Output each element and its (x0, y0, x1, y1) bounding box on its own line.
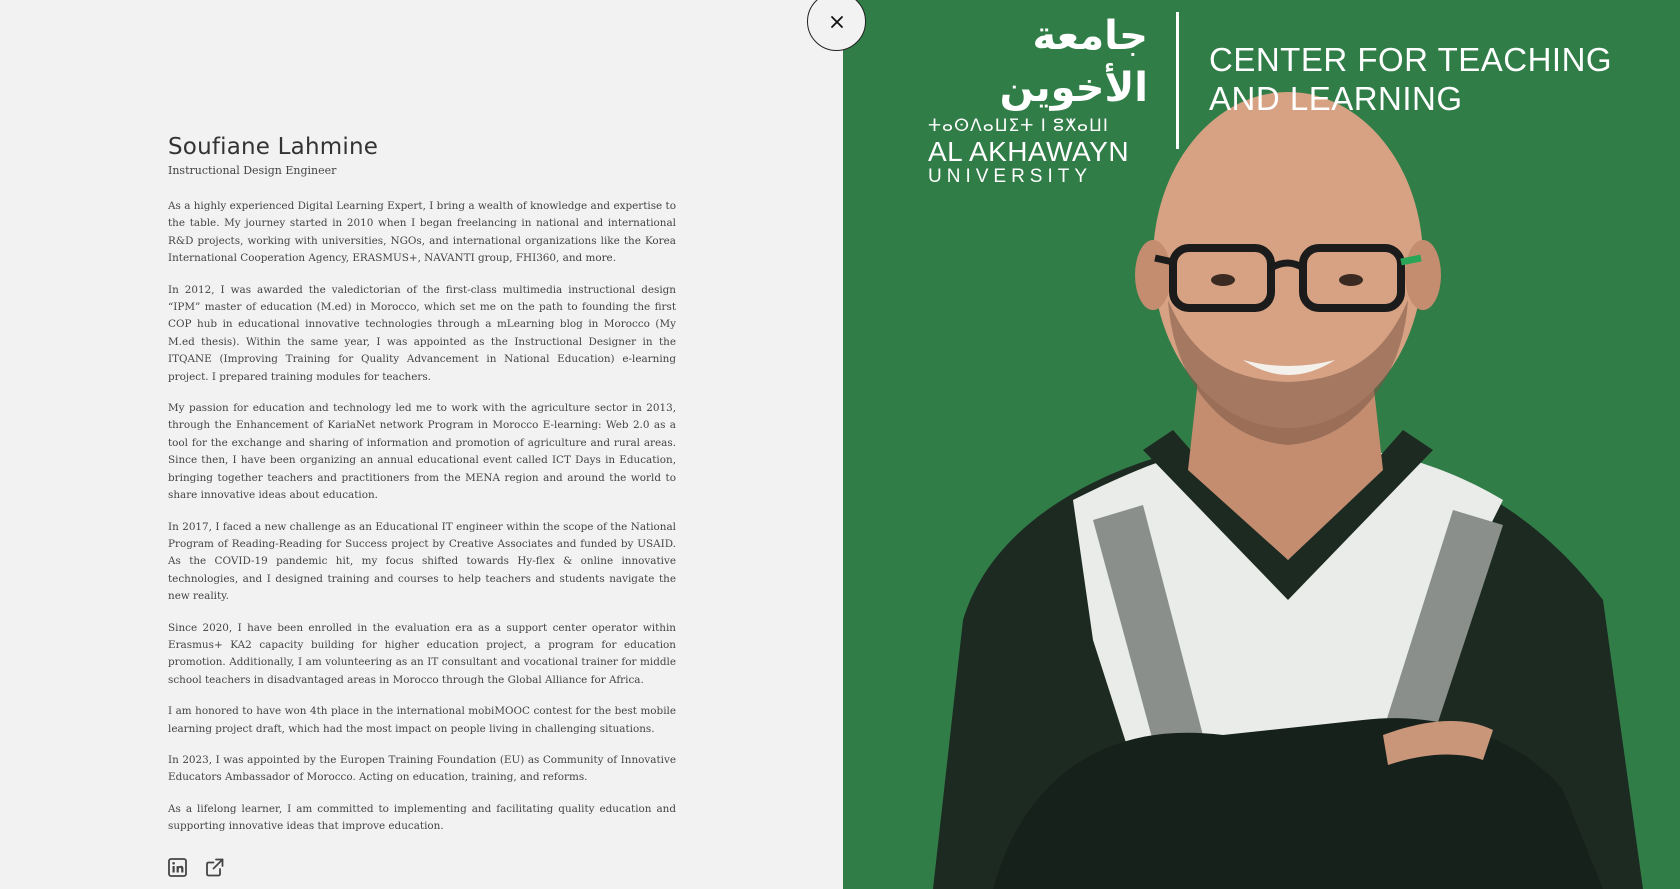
university-logo (928, 10, 1148, 188)
logo-university-name: AL AKHAWAYN (928, 136, 1130, 167)
logo-tifinagh-text: ⵜⴰⵙⴷⴰⵡⵉⵜ ⵏ ⵓⵅⴰⵡⵏ (928, 116, 1109, 136)
bio-paragraph: As a highly experienced Digital Learning Expert, I bring a wealth of knowledge and expertise to the table. My journey started in 2010 when I began freelancing in national and international R&D projects, working with universities, NGOs, and international organizations like the Korea International Cooperation Agency, ERASMUS+, NAVANTI group, FHI360, and more. (168, 200, 676, 265)
external-link-icon[interactable] (205, 858, 224, 877)
logo-divider (1176, 12, 1179, 149)
bio-paragraph: As a lifelong learner, I am committed to implementing and facilitating quality education and supporting innovative ideas that improve education. (168, 802, 676, 833)
bio-paragraph: In 2012, I was awarded the valedictorian of the first-class multimedia instructional design “IPM” master of education (M.ed) in Morocco, which set me on the path to founding the first COP hub in educational innovative technologies through a mLearning blog in Morocco (My M.ed thesis). Within the same year, I was appointed as the Instructional Designer in the ITQANE (Improving Training for Quality Advancement in National Education) e-learning project. I prepared training modules for teachers. (168, 283, 676, 383)
bio-paragraph: My passion for education and technology led me to work with the agriculture sector in 2013, through the Enhancement of KariaNet network Program in Morocco E-learning: Web 2.0 as a tool for the exchange and sharing of information and promotion of agriculture and rural areas. Since then, I have been organizing an annual educational event called ICT Days in Education, bringing together teachers and practitioners from the MENA region and around the world to share innovative ideas about education. (168, 402, 676, 502)
profile-content (168, 134, 676, 850)
close-icon (830, 15, 844, 29)
logo-university-sub: UNIVERSITY (928, 166, 1093, 187)
social-links (168, 858, 224, 877)
profile-bio (168, 198, 676, 836)
center-title (1209, 40, 1612, 118)
bio-paragraph: Since 2020, I have been enrolled in the evaluation era as a support center operator within Erasmus+ KA2 capacity building for higher education project, a program for education promotion. Additionally, I am volunteering as an IT consultant and vocational trainer for middle school teachers in disadvantaged areas in Morocco through the Global Alliance for Africa. (168, 621, 676, 686)
center-title-line: CENTER FOR TEACHING (1209, 41, 1613, 78)
linkedin-icon[interactable] (168, 858, 187, 877)
profile-photo-banner (843, 0, 1680, 889)
bio-paragraph: In 2023, I was appointed by the Europen Training Foundation (EU) as Community of Innovative Educators Ambassador of Morocco. Acting on education, training, and reforms. (168, 753, 676, 784)
center-title-line: AND LEARNING (1209, 80, 1463, 117)
bio-paragraph: I am honored to have won 4th place in the international mobiMOOC contest for the best mobile learning project draft, which had the most impact on people living in challenging situations. (168, 705, 676, 735)
profile-role: Instructional Design Engineer (168, 164, 337, 177)
logo-arabic-text: جامعة الأخوين (999, 13, 1148, 111)
profile-name: Soufiane Lahmine (168, 134, 379, 160)
bio-paragraph: In 2017, I faced a new challenge as an Educational IT engineer within the scope of the National Program of Reading-Reading for Success project by Creative Associates and funded by USAID. As the COVID-19 pandemic hit, my focus shifted towards Hy-flex & online innovative technologies, and I designed training and courses to help teachers and students navigate the new reality. (168, 520, 676, 603)
